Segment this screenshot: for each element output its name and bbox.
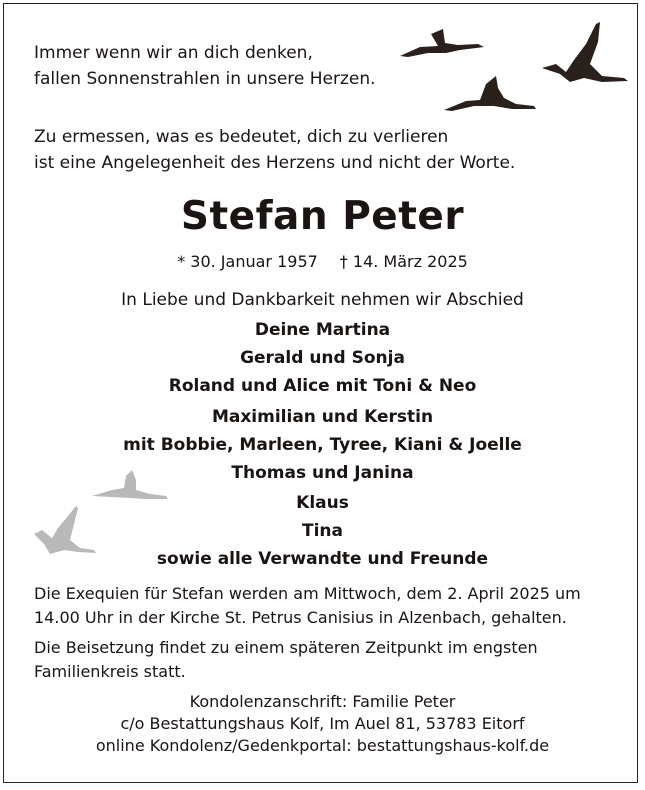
mourner-line: Klaus: [296, 493, 349, 514]
mourner-line: sowie alle Verwandte und Freunde: [156, 548, 489, 569]
poem-stanza-2: [34, 124, 515, 176]
contact-block: [0, 691, 645, 757]
birth-date: * 30. Januar 1957: [177, 252, 318, 271]
mourner-line: Thomas und Janina: [231, 463, 414, 484]
mourners-list: [0, 317, 645, 574]
contact-line-2: c/o Bestattungshaus Kolf, Im Auel 81, 53783 Eitorf: [120, 714, 525, 733]
contact-line-1: Kondolenzanschrift: Familie Peter: [189, 692, 456, 711]
death-date: † 14. März 2025: [339, 252, 468, 271]
crane-icon: [398, 26, 488, 62]
mourner-line: Roland und Alice mit Toni & Neo: [168, 375, 477, 396]
mourner-line: Deine Martina: [254, 320, 391, 340]
poem-line-3: Zu ermessen, was es bedeutet, dich zu verlieren: [34, 127, 449, 147]
poem-line-4: ist eine Angelegenheit des Herzens und nicht der Worte.: [34, 153, 516, 173]
mourner-line: Maximilian und Kerstin: [211, 407, 434, 428]
mourner-line: Tina: [302, 521, 343, 542]
poem-stanza-1: [34, 40, 376, 92]
mourner-line: Gerald und Sonja: [240, 347, 405, 368]
farewell-intro: In Liebe und Dankbarkeit nehmen wir Abschied: [121, 290, 524, 310]
deceased-name: Stefan Peter: [180, 194, 465, 239]
crane-icon: [442, 74, 538, 114]
contact-line-3: online Kondolenz/Gedenkportal: bestattungshaus-kolf.de: [95, 736, 550, 755]
mourner-line: mit Bobbie, Marleen, Tyree, Kiani & Joelle: [123, 435, 522, 456]
service-info: Die Exequien für Stefan werden am Mittwoch, dem 2. April 2025 um 14.00 Uhr in der Kirche St. Petrus Canisius in Alzenbach, gehalten.: [34, 584, 581, 627]
crane-icon: [540, 20, 630, 86]
poem-line-1: Immer wenn wir an dich denken,: [34, 43, 313, 63]
life-dates: [0, 252, 645, 271]
poem-line-2: fallen Sonnenstrahlen in unsere Herzen.: [34, 69, 376, 89]
burial-info: Die Beisetzung findet zu einem späteren Zeitpunkt im engsten Familienkreis statt.: [34, 638, 538, 681]
